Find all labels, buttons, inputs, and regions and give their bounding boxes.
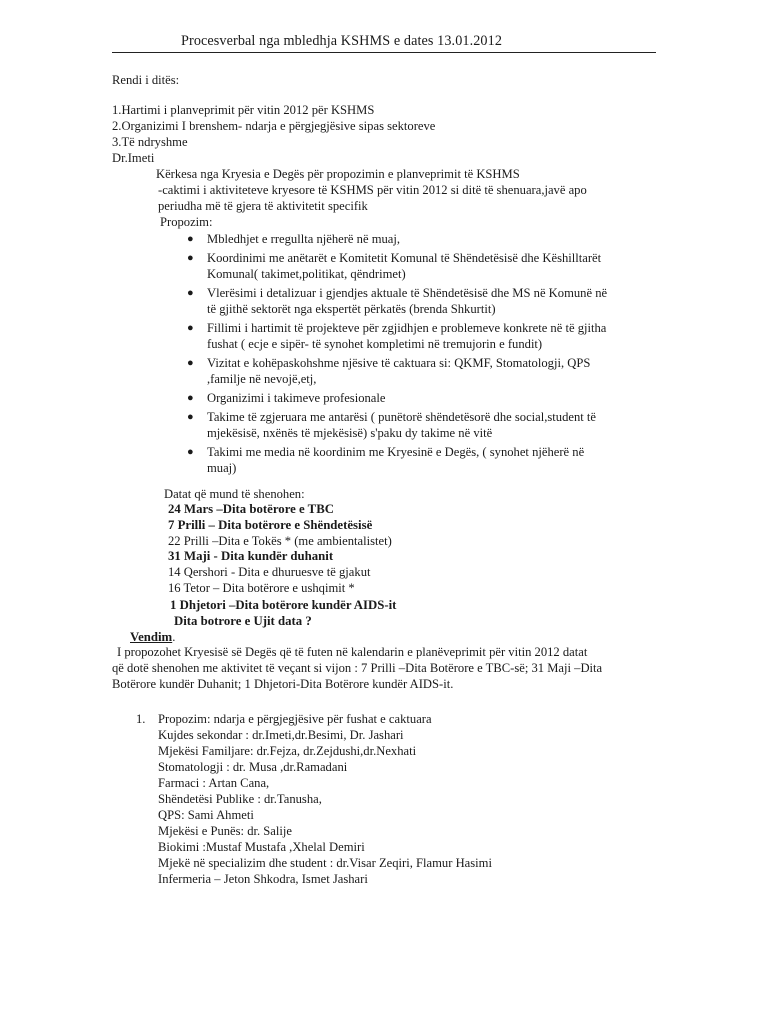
decision-text: Botërore kundër Duhanit; 1 Dhjetori-Dita Botërore kundër AIDS-it. bbox=[112, 677, 454, 691]
bullet-icon: ● bbox=[187, 322, 194, 334]
request-text: Kërkesa nga Kryesia e Degës për propozimin e planveprimit të KSHMS bbox=[156, 167, 520, 181]
list-item-text: Vizitat e kohëpaskohshme njësive të caktuara si: QKMF, Stomatologji, QPS bbox=[207, 356, 591, 370]
decision-heading bbox=[130, 629, 175, 645]
list-item-text: mjekësisë, nxënës të mjekësisë) s'paku dy takime në vitë bbox=[207, 426, 493, 440]
list-item bbox=[187, 390, 667, 406]
agenda-heading: Rendi i ditës: bbox=[112, 73, 180, 87]
list-item bbox=[187, 250, 667, 282]
list-item-text: muaj) bbox=[207, 461, 237, 475]
date-line: Dita botrore e Ujit data ? bbox=[174, 614, 312, 628]
list-item-text: Koordinimi me anëtarët e Komitetit Komunal të Shëndetësisë dhe Këshilltarët bbox=[207, 251, 602, 265]
bullet-icon: ● bbox=[187, 411, 194, 423]
list-item bbox=[187, 231, 667, 247]
decision-label: Vendim bbox=[130, 630, 173, 644]
agenda-item: 3.Të ndryshme bbox=[112, 135, 188, 149]
agenda-item: 2.Organizimi I brenshem- ndarja e përgjegjësive sipas sektoreve bbox=[112, 119, 436, 133]
decision-text: I propozohet Kryesisë së Degës që të futen në kalendarin e planëveprimit për vitin 2012 datat bbox=[117, 645, 588, 659]
list-item-text: Komunal( takimet,politikat, qëndrimet) bbox=[207, 267, 406, 281]
list-item-text: Vlerësimi i detalizuar i gjendjes aktuale të Shëndetësisë dhe MS në Komunë në bbox=[207, 286, 608, 300]
date-line: 14 Qershori - Dita e dhuruesve të gjakut bbox=[168, 565, 371, 579]
assignment-line: Shëndetësi Publike : dr.Tanusha, bbox=[158, 792, 322, 806]
list-item-text: Organizimi i takimeve profesionale bbox=[207, 391, 386, 405]
list-item-text: të gjithë sektorët nga ekspertët përkatës (brenda Shkurtit) bbox=[207, 302, 496, 316]
assignment-line: Infermeria – Jeton Shkodra, Ismet Jashari bbox=[158, 872, 368, 886]
agenda-item: 1.Hartimi i planveprimit për vitin 2012 për KSHMS bbox=[112, 103, 375, 117]
speaker-name: Dr.Imeti bbox=[112, 151, 155, 165]
bullet-icon: ● bbox=[187, 252, 194, 264]
assignment-line: Mjekë në specializim dhe student : dr.Visar Zeqiri, Flamur Hasimi bbox=[158, 856, 492, 870]
proposal-label: Propozim: bbox=[160, 215, 213, 229]
list-item-text: Mbledhjet e rregullta njëherë në muaj, bbox=[207, 232, 401, 246]
assignment-line: Farmaci : Artan Cana, bbox=[158, 776, 270, 790]
document-title: Procesverbal nga mbledhja KSHMS e dates 13.01.2012 bbox=[181, 33, 503, 49]
list-item bbox=[187, 444, 667, 476]
assignment-line: Mjekësi e Punës: dr. Salije bbox=[158, 824, 292, 838]
assignment-line: Kujdes sekondar : dr.Imeti,dr.Besimi, Dr. Jashari bbox=[158, 728, 404, 742]
activity-detail: periudha më të gjera të aktivitetit specifik bbox=[158, 199, 368, 213]
assignment-line: Stomatologji : dr. Musa ,dr.Ramadani bbox=[158, 760, 348, 774]
date-line: 22 Prilli –Dita e Tokës * (me ambientalistet) bbox=[168, 534, 392, 548]
activity-detail: -caktimi i aktiviteteve kryesore të KSHMS për vitin 2012 si ditë të shenuara,javë apo bbox=[158, 183, 587, 197]
bullet-icon: ● bbox=[187, 392, 194, 404]
list-item-text: ,familje në nevojë,etj, bbox=[207, 372, 317, 386]
list-item bbox=[187, 409, 667, 441]
list-item bbox=[187, 320, 667, 352]
date-line: 7 Prilli – Dita botërore e Shëndetësisë bbox=[168, 518, 373, 532]
bullet-icon: ● bbox=[187, 233, 194, 245]
date-line: 31 Maji - Dita kundër duhanit bbox=[168, 549, 334, 563]
list-item bbox=[187, 285, 667, 317]
assignment-line: QPS: Sami Ahmeti bbox=[158, 808, 254, 822]
decision-label-suffix: . bbox=[172, 630, 176, 644]
assignment-line: Biokimi :Mustaf Mustafa ,Xhelal Demiri bbox=[158, 840, 365, 854]
title-underline bbox=[112, 52, 656, 53]
list-number: 1. bbox=[136, 712, 146, 726]
proposal-list bbox=[187, 231, 667, 476]
list-item-text: Takimi me media në koordinim me Kryesinë e Degës, ( synohet njëherë në bbox=[207, 445, 585, 459]
list-item-text: Fillimi i hartimit të projekteve për zgjidhjen e problemeve konkrete në të gjitha bbox=[207, 321, 607, 335]
list-item-text: Takime të zgjeruara me antarësi ( punëtorë shëndetësorë dhe social,student të bbox=[207, 410, 597, 424]
bullet-icon: ● bbox=[187, 446, 194, 458]
bullet-icon: ● bbox=[187, 357, 194, 369]
date-line: 24 Mars –Dita botërore e TBC bbox=[168, 502, 334, 516]
list-item bbox=[187, 355, 667, 387]
assignment-line: Propozim: ndarja e përgjegjësive për fushat e caktuara bbox=[158, 712, 432, 726]
bullet-icon: ● bbox=[187, 287, 194, 299]
decision-text: që dotë shenohen me aktivitet të veçant si vijon : 7 Prilli –Dita Botërore e TBC-së; 31 Maji –Dita bbox=[112, 661, 603, 675]
dates-intro: Datat që mund të shenohen: bbox=[164, 487, 305, 501]
date-line: 1 Dhjetori –Dita botërore kundër AIDS-it bbox=[170, 598, 397, 612]
date-line: 16 Tetor – Dita botërore e ushqimit * bbox=[168, 581, 355, 595]
list-item-text: fushat ( ecje e sipër- të synohet kompletimi në tremujorin e fundit) bbox=[207, 337, 543, 351]
assignment-line: Mjekësi Familjare: dr.Fejza, dr.Zejdushi,dr.Nexhati bbox=[158, 744, 417, 758]
